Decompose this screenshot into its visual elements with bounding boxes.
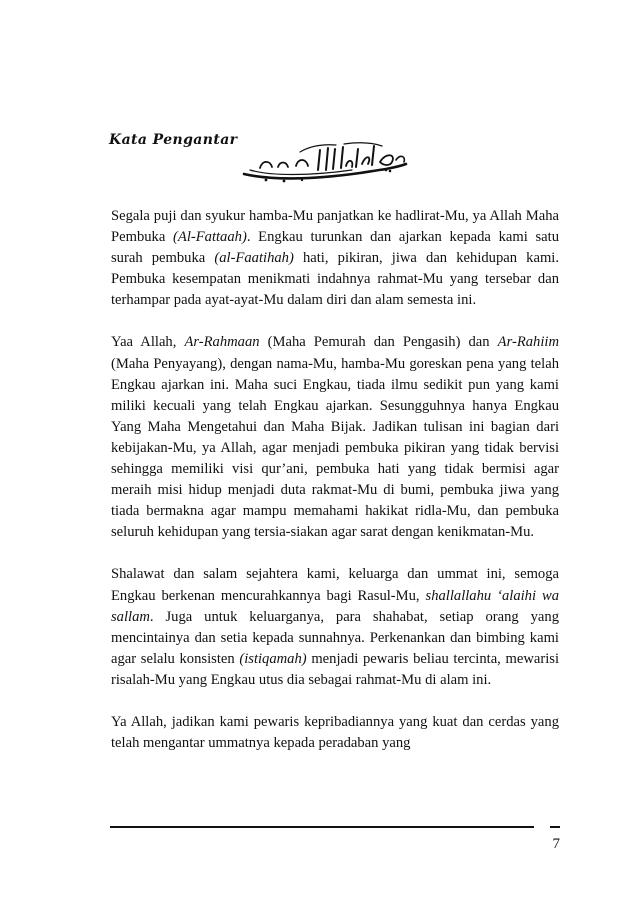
paragraph: [111, 564, 559, 691]
body-text: [111, 206, 559, 754]
text-run: Yaa Allah,: [111, 334, 185, 351]
text-run: . Engkau turunkan dan ajarkan kepada kami satu surah pembuka: [111, 229, 559, 267]
text-run: hati, pikiran, jiwa dan kehidupan kami. Pembuka kesempatan menikmati indahnya rahmat-Mu yang tersebar dan terhampar pada ayat-ayat-Mu dalam diri dan alam semesta ini.: [111, 250, 559, 309]
paragraph: [111, 712, 559, 754]
folio-rule: [550, 826, 560, 828]
italic-term: (istiqamah): [239, 650, 307, 667]
paragraph: [111, 332, 559, 543]
section-heading: Kata Pengantar: [109, 132, 238, 148]
footer-rule: [110, 826, 534, 828]
text-run: Shalawat dan salam sejahtera kami, keluarga dan ummat ini, semoga Engkau berkenan mencurahkannya bagi Rasul-Mu,: [111, 566, 559, 604]
text-run: Ya Allah, jadikan kami pewaris kepribadiannya yang kuat dan cerdas yang telah mengantar ummatnya kepada peradaban yang: [111, 713, 559, 752]
italic-term: Ar-Rahmaan: [184, 334, 260, 351]
paragraph: [111, 206, 559, 311]
text-run: (Maha Penyayang), dengan nama-Mu, hamba-Mu goreskan pena yang telah Engkau ajarkan ini. Maha suci Engkau, tiada ilmu sedikit pun yang kami miliki kecuali yang telah Engkau ajarkan. Sesungguhnya hanya Engkau Yang Maha Mengetahui dan Maha Bijak. Jadikan tulisan ini bagian dari kebijakan-Mu, ya Allah, agar menjadi pembuka pikiran yang tidak bervisi sehingga memiliki visi qur’ani, pembuka hati yang tidak bermisi agar meraih misi hidup menjadi duta rakmat-Mu di bumi, pembuka jiwa yang tiada bermakna agar mampu memahami hakikat ridla-Mu, dan pembuka seluruh kehidupan yang tersia-siakan agar sarat dengan kenikmatan-Mu.: [111, 355, 559, 541]
page-number: 7: [552, 836, 560, 852]
basmalah-calligraphy: [240, 140, 410, 186]
text-run: . Juga untuk keluarganya, para shahabat, setiap orang yang mencintainya dan setia kepada sunnahnya. Perkenankan dan bimbing kami agar selalu konsisten: [111, 608, 559, 667]
italic-term: Ar-Rahiim: [497, 334, 559, 351]
italic-term: (al-Faatihah): [214, 250, 294, 267]
italic-term: (Al-Fattaah): [173, 229, 247, 246]
text-run: Segala puji dan syukur hamba-Mu panjatkan ke hadlirat-Mu, ya Allah Maha Pembuka: [111, 208, 559, 246]
italic-term: shallallahu ‘alaihi wa sallam: [111, 587, 559, 625]
text-run: menjadi pewaris beliau tercinta, mewarisi risalah-Mu yang Engkau utus dia sebagai rahmat-Mu di alam ini.: [111, 650, 559, 688]
text-run: (Maha Pemurah dan Pengasih) dan: [259, 334, 498, 351]
